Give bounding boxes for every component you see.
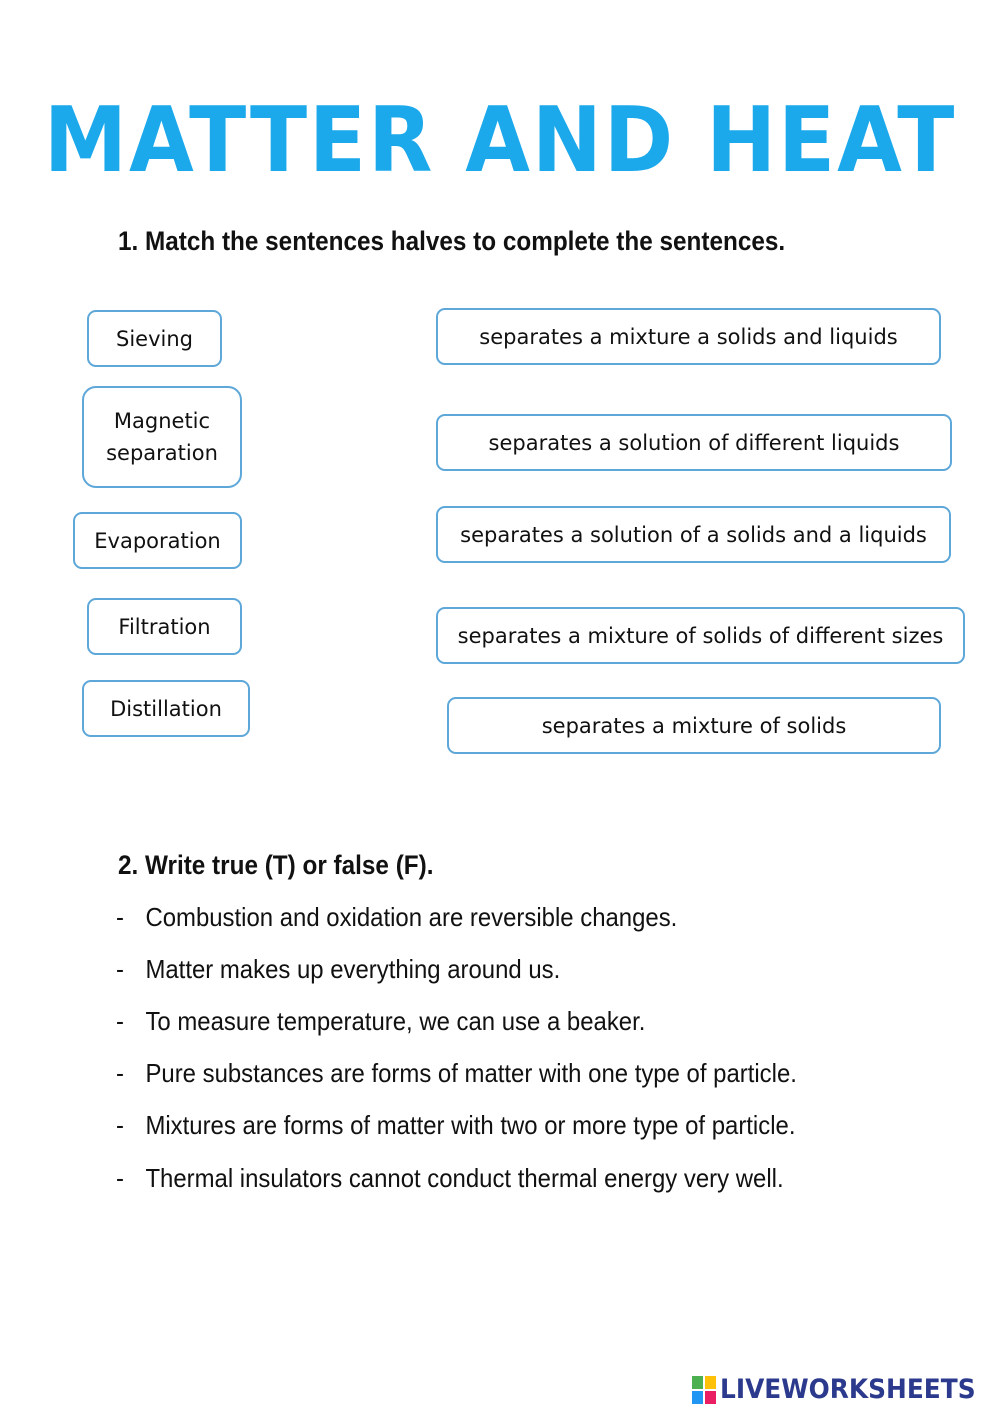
statement-text: Combustion and oxidation are reversible changes. bbox=[145, 902, 678, 932]
statement-4 bbox=[116, 1058, 797, 1089]
description-box-1[interactable]: separates a mixture a solids and liquids bbox=[436, 308, 941, 365]
bullet-dash: - bbox=[116, 1110, 124, 1140]
method-box-sieving[interactable]: Sieving bbox=[87, 310, 222, 367]
section-2-heading-text: Write true (T) or false (F). bbox=[145, 850, 434, 880]
statement-5 bbox=[116, 1110, 795, 1141]
statement-6 bbox=[116, 1163, 784, 1194]
description-box-2[interactable]: separates a solution of different liquids bbox=[436, 414, 952, 471]
bullet-dash: - bbox=[116, 1006, 124, 1036]
method-box-magnetic-separation[interactable]: Magnetic separation bbox=[82, 386, 242, 488]
description-box-3[interactable]: separates a solution of a solids and a liquids bbox=[436, 506, 951, 563]
statement-text: Mixtures are forms of matter with two or more type of particle. bbox=[145, 1110, 796, 1140]
method-box-distillation[interactable]: Distillation bbox=[82, 680, 250, 737]
statement-3 bbox=[116, 1006, 645, 1037]
bullet-dash: - bbox=[116, 1058, 124, 1088]
bullet-dash: - bbox=[116, 1163, 124, 1193]
statement-text: Pure substances are forms of matter with one type of particle. bbox=[145, 1058, 797, 1088]
liveworksheets-logo-icon bbox=[692, 1376, 716, 1404]
section-1-number: 1. bbox=[118, 226, 139, 256]
description-box-5[interactable]: separates a mixture of solids bbox=[447, 697, 941, 754]
liveworksheets-logo bbox=[692, 1374, 998, 1405]
statement-text: Thermal insulators cannot conduct thermal energy very well. bbox=[145, 1163, 784, 1193]
method-box-evaporation[interactable]: Evaporation bbox=[73, 512, 242, 569]
section-2-heading bbox=[118, 850, 433, 881]
liveworksheets-brand-text: LIVEWORKSHEETS bbox=[720, 1374, 976, 1405]
description-box-4[interactable]: separates a mixture of solids of different sizes bbox=[436, 607, 965, 664]
bullet-dash: - bbox=[116, 954, 124, 984]
section-1-heading bbox=[118, 226, 785, 257]
bullet-dash: - bbox=[116, 902, 124, 932]
section-2-number: 2. bbox=[118, 850, 139, 880]
statement-text: Matter makes up everything around us. bbox=[145, 954, 561, 984]
method-box-filtration[interactable]: Filtration bbox=[87, 598, 242, 655]
statement-2 bbox=[116, 954, 560, 985]
statement-1 bbox=[116, 902, 677, 933]
statement-text: To measure temperature, we can use a beaker. bbox=[145, 1006, 646, 1036]
section-1-heading-text: Match the sentences halves to complete the sentences. bbox=[145, 226, 786, 256]
page-title: MATTER AND HEAT bbox=[43, 88, 957, 193]
